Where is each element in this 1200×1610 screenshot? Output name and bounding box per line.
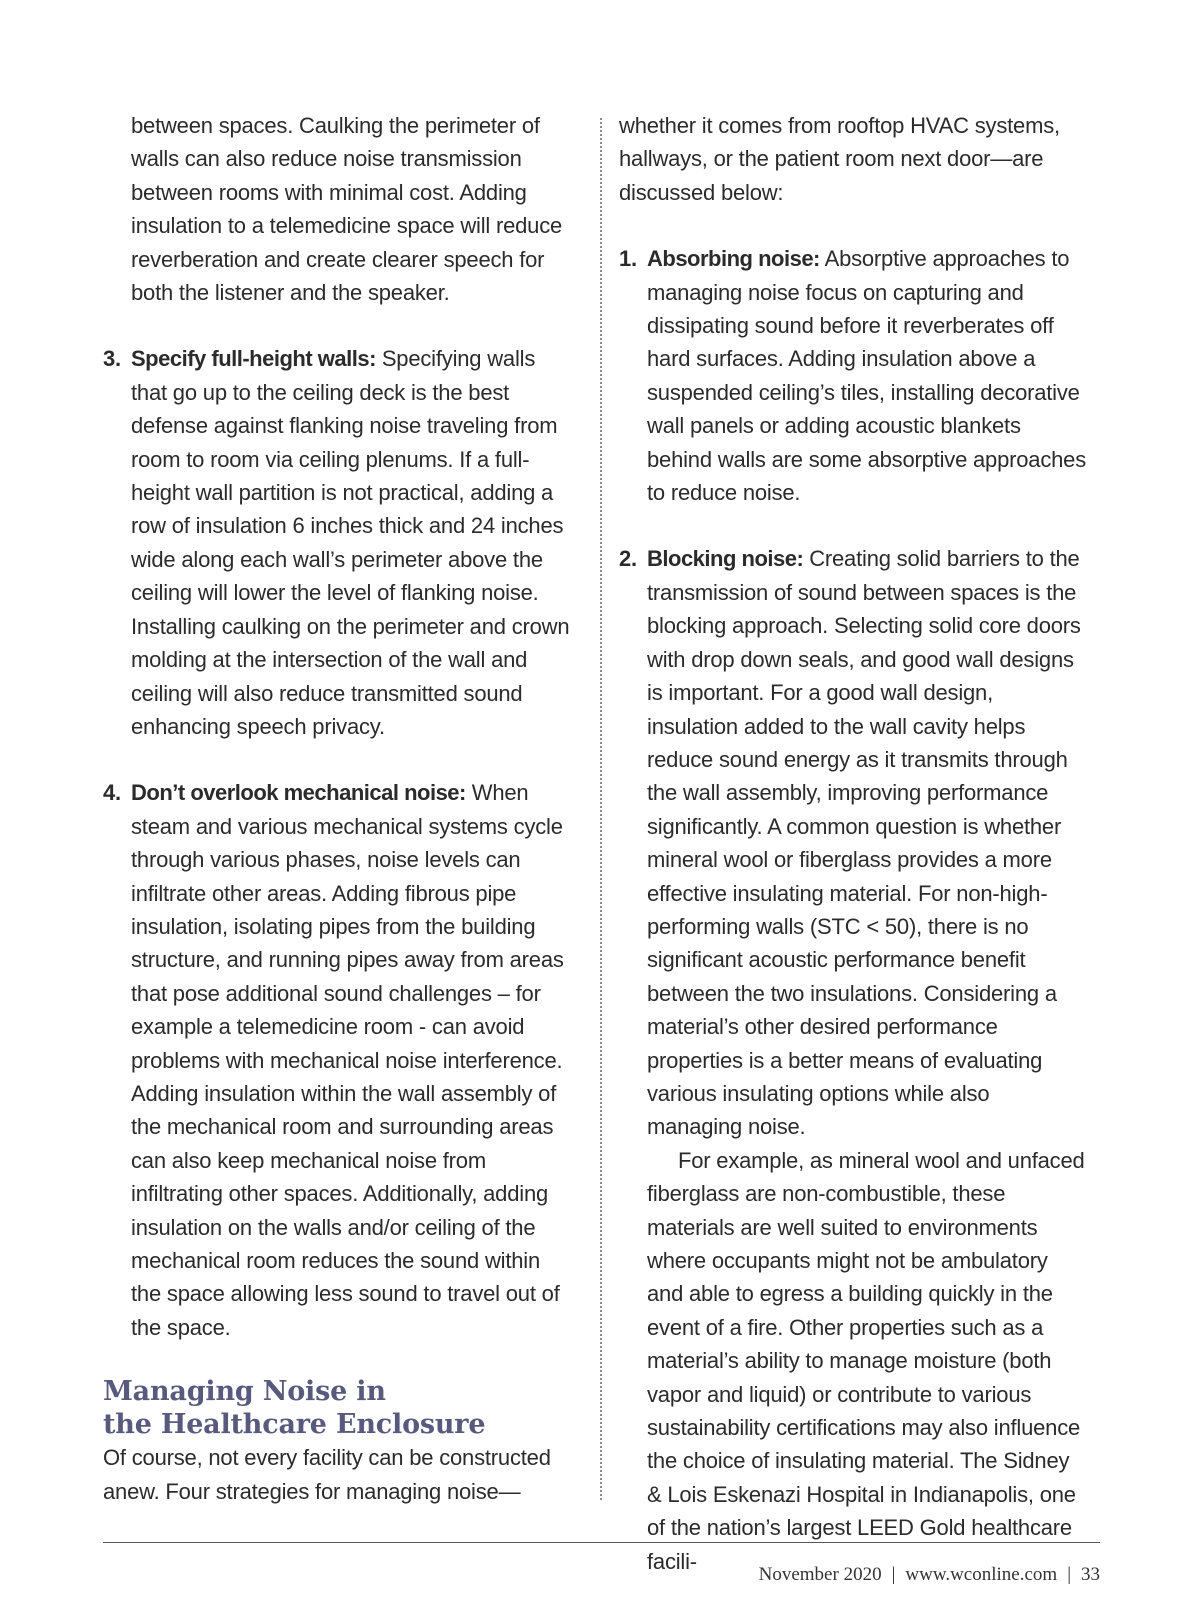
section-body-paragraph: Of course, not every facility can be constructed anew. Four strategies for managing noise— (103, 1445, 551, 1504)
list-item-title: Specify full-height walls: (131, 346, 376, 372)
footer-separator: | (891, 1564, 896, 1585)
section-heading (103, 1375, 573, 1441)
list-item-text: Specifying walls that go up to the ceiling deck is the best defense against flanking noise traveling from room to room via ceiling plenums. If a full-height wall partition is not practical, adding a row of insulation 6 inches thick and 24 inches wide along each wall’s perimeter above the ceiling will lower the level of flanking noise. Installing caulking on the perimeter and crown molding at the intersection of the wall and ceiling will also reduce transmitted sound enhancing speech privacy. (131, 346, 570, 739)
list-item-title: Absorbing noise: (647, 246, 820, 272)
list-item-full-height-walls (103, 342, 573, 743)
section-heading-line-2: the Healthcare Enclosure (103, 1409, 486, 1441)
list-item-number: 3. (103, 346, 121, 372)
list-item-number: 2. (619, 546, 637, 572)
page-number: 33 (1081, 1564, 1100, 1585)
footer-url: www.wconline.com (905, 1564, 1058, 1585)
right-column (619, 109, 1089, 1578)
page-footer (759, 1564, 1100, 1586)
list-item-text: Absorptive approaches to managing noise focus on capturing and dissipating sound before it reverberates off hard surfaces. Adding insulation above a suspended ceiling’s tiles, installing decorative wall panels or adding acoustic blankets behind walls are some absorptive approaches to reduce noise. (647, 246, 1086, 506)
list-item-mechanical-noise (103, 776, 573, 1344)
list-item-text: Creating solid barriers to the transmission of sound between spaces is the blocking approach. Selecting solid core doors with drop down seals, and good wall designs is important. For a good wall design, insulation added to the wall cavity helps reduce sound energy as it transmits through the wall assembly, improving performance significantly. A common question is whether mineral wool or fiberglass provides a more effective insulating material. For non-high-performing walls (STC < 50), there is no significant acoustic performance benefit between the two insulations. Considering a material’s other desired performance properties is a better means of evaluating various insulating options while also managing noise. (647, 546, 1081, 1140)
list-item-number: 1. (619, 246, 637, 272)
footer-rule (103, 1542, 1100, 1543)
column-divider (600, 118, 602, 1500)
section-heading-line-1: Managing Noise in (103, 1376, 386, 1408)
list-item-title: Don’t overlook mechanical noise: (131, 780, 466, 806)
footer-separator: | (1067, 1564, 1071, 1585)
list-item-text: When steam and various mechanical systems cycle through various phases, noise levels can infiltrate other areas. Adding fibrous pipe insulation, isolating pipes from the building structure, and running pipes away from areas that pose additional sound challenges – for example a telemedicine room - can avoid problems with mechanical noise interference. Adding insulation within the wall assembly of the mechanical room and surrounding areas can also keep mechanical noise from infiltrating other spaces. Additionally, adding insulation on the walls and/or ceiling of the mechanical room reduces the sound within the space allowing less sound to travel out of the space. (131, 780, 564, 1340)
list-item-number: 4. (103, 780, 121, 806)
list-item-blocking-noise (619, 542, 1089, 1143)
left-intro-paragraph: between spaces. Caulking the perimeter of walls can also reduce noise transmission between rooms with minimal cost. Adding insulation to a telemedicine space will reduce reverberation and create clearer speech for both the listener and the speaker. (131, 113, 563, 306)
left-column (103, 109, 573, 1508)
right-intro-paragraph: whether it comes from rooftop HVAC systems, hallways, or the patient room next door—are discussed below: (619, 113, 1060, 205)
list-item-title: Blocking noise: (647, 546, 804, 572)
footer-date: November 2020 (758, 1564, 882, 1585)
continuation-paragraph: For example, as mineral wool and unfaced fiberglass are non-combustible, these materials are well suited to environments where occupants might not be ambulatory and able to egress a building quickly in the event of a fire. Other properties such as a material’s ability to manage moisture (both vapor and liquid) or contribute to various sustainability certifications may also influence the choice of insulating material. The Sidney & Lois Eskenazi Hospital in Indianapolis, one of the nation’s largest LEED Gold healthcare facili- (647, 1147, 1085, 1574)
list-item-absorbing-noise (619, 242, 1089, 509)
